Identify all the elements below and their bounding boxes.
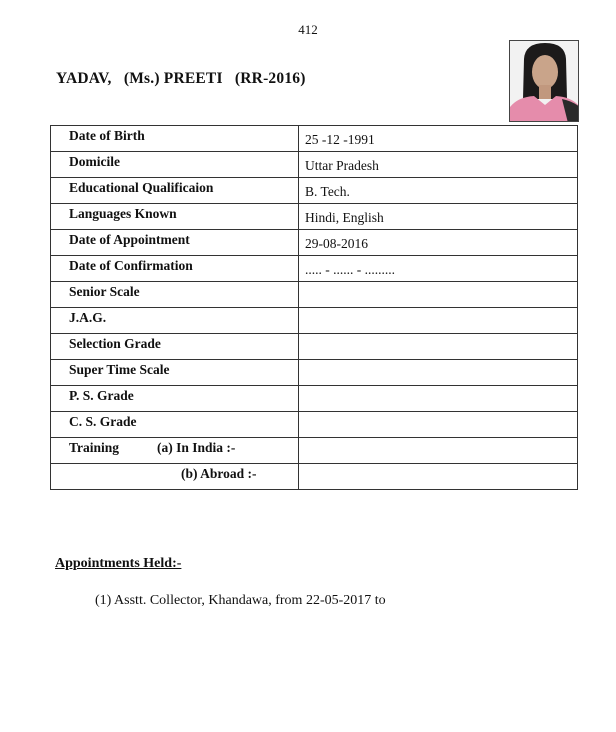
field-value bbox=[299, 308, 578, 334]
training-india-value bbox=[299, 438, 578, 464]
field-label: Date of Birth bbox=[51, 126, 299, 152]
training-abroad-label: (b) Abroad :- bbox=[181, 466, 257, 481]
field-label: J.A.G. bbox=[51, 308, 299, 334]
field-label: Domicile bbox=[51, 152, 299, 178]
officer-name-heading: YADAV, (Ms.) PREETI (RR-2016) bbox=[56, 70, 306, 87]
officer-photo bbox=[509, 40, 579, 122]
field-value: 29-08-2016 bbox=[299, 230, 578, 256]
officer-details-table bbox=[50, 125, 578, 490]
field-label: Senior Scale bbox=[51, 282, 299, 308]
table-row bbox=[51, 308, 578, 334]
training-india-label: (a) In India :- bbox=[157, 440, 236, 455]
field-label: Super Time Scale bbox=[51, 360, 299, 386]
table-row bbox=[51, 360, 578, 386]
field-value: 25 -12 -1991 bbox=[299, 126, 578, 152]
training-label: Training bbox=[69, 440, 120, 455]
field-label: Educational Qualificaion bbox=[51, 178, 299, 204]
page-number: 412 bbox=[298, 22, 318, 37]
field-value bbox=[299, 412, 578, 438]
table-row bbox=[51, 334, 578, 360]
field-label: Date of Appointment bbox=[51, 230, 299, 256]
table-row bbox=[51, 256, 578, 282]
field-value: ..... - ...... - ......... bbox=[299, 256, 578, 282]
table-row bbox=[51, 204, 578, 230]
table-row bbox=[51, 386, 578, 412]
appointments-heading: Appointments Held:- bbox=[55, 556, 182, 571]
table-row bbox=[51, 126, 578, 152]
training-abroad-cell bbox=[51, 464, 299, 490]
officer-photo-image bbox=[510, 41, 579, 122]
field-value bbox=[299, 360, 578, 386]
table-row bbox=[51, 152, 578, 178]
field-value bbox=[299, 282, 578, 308]
training-abroad-row bbox=[51, 464, 578, 490]
training-india-row bbox=[51, 438, 578, 464]
table-row bbox=[51, 412, 578, 438]
field-label: Selection Grade bbox=[51, 334, 299, 360]
field-value: Hindi, English bbox=[299, 204, 578, 230]
field-label: C. S. Grade bbox=[51, 412, 299, 438]
appointment-item: (1) Asstt. Collector, Khandawa, from 22-05-2017 to bbox=[95, 593, 386, 608]
field-label: P. S. Grade bbox=[51, 386, 299, 412]
field-value: B. Tech. bbox=[299, 178, 578, 204]
field-value: Uttar Pradesh bbox=[299, 152, 578, 178]
training-label-cell bbox=[51, 438, 299, 464]
field-label: Languages Known bbox=[51, 204, 299, 230]
table-row bbox=[51, 230, 578, 256]
field-label: Date of Confirmation bbox=[51, 256, 299, 282]
field-value bbox=[299, 334, 578, 360]
training-abroad-value bbox=[299, 464, 578, 490]
table-row bbox=[51, 282, 578, 308]
field-value bbox=[299, 386, 578, 412]
table-row bbox=[51, 178, 578, 204]
